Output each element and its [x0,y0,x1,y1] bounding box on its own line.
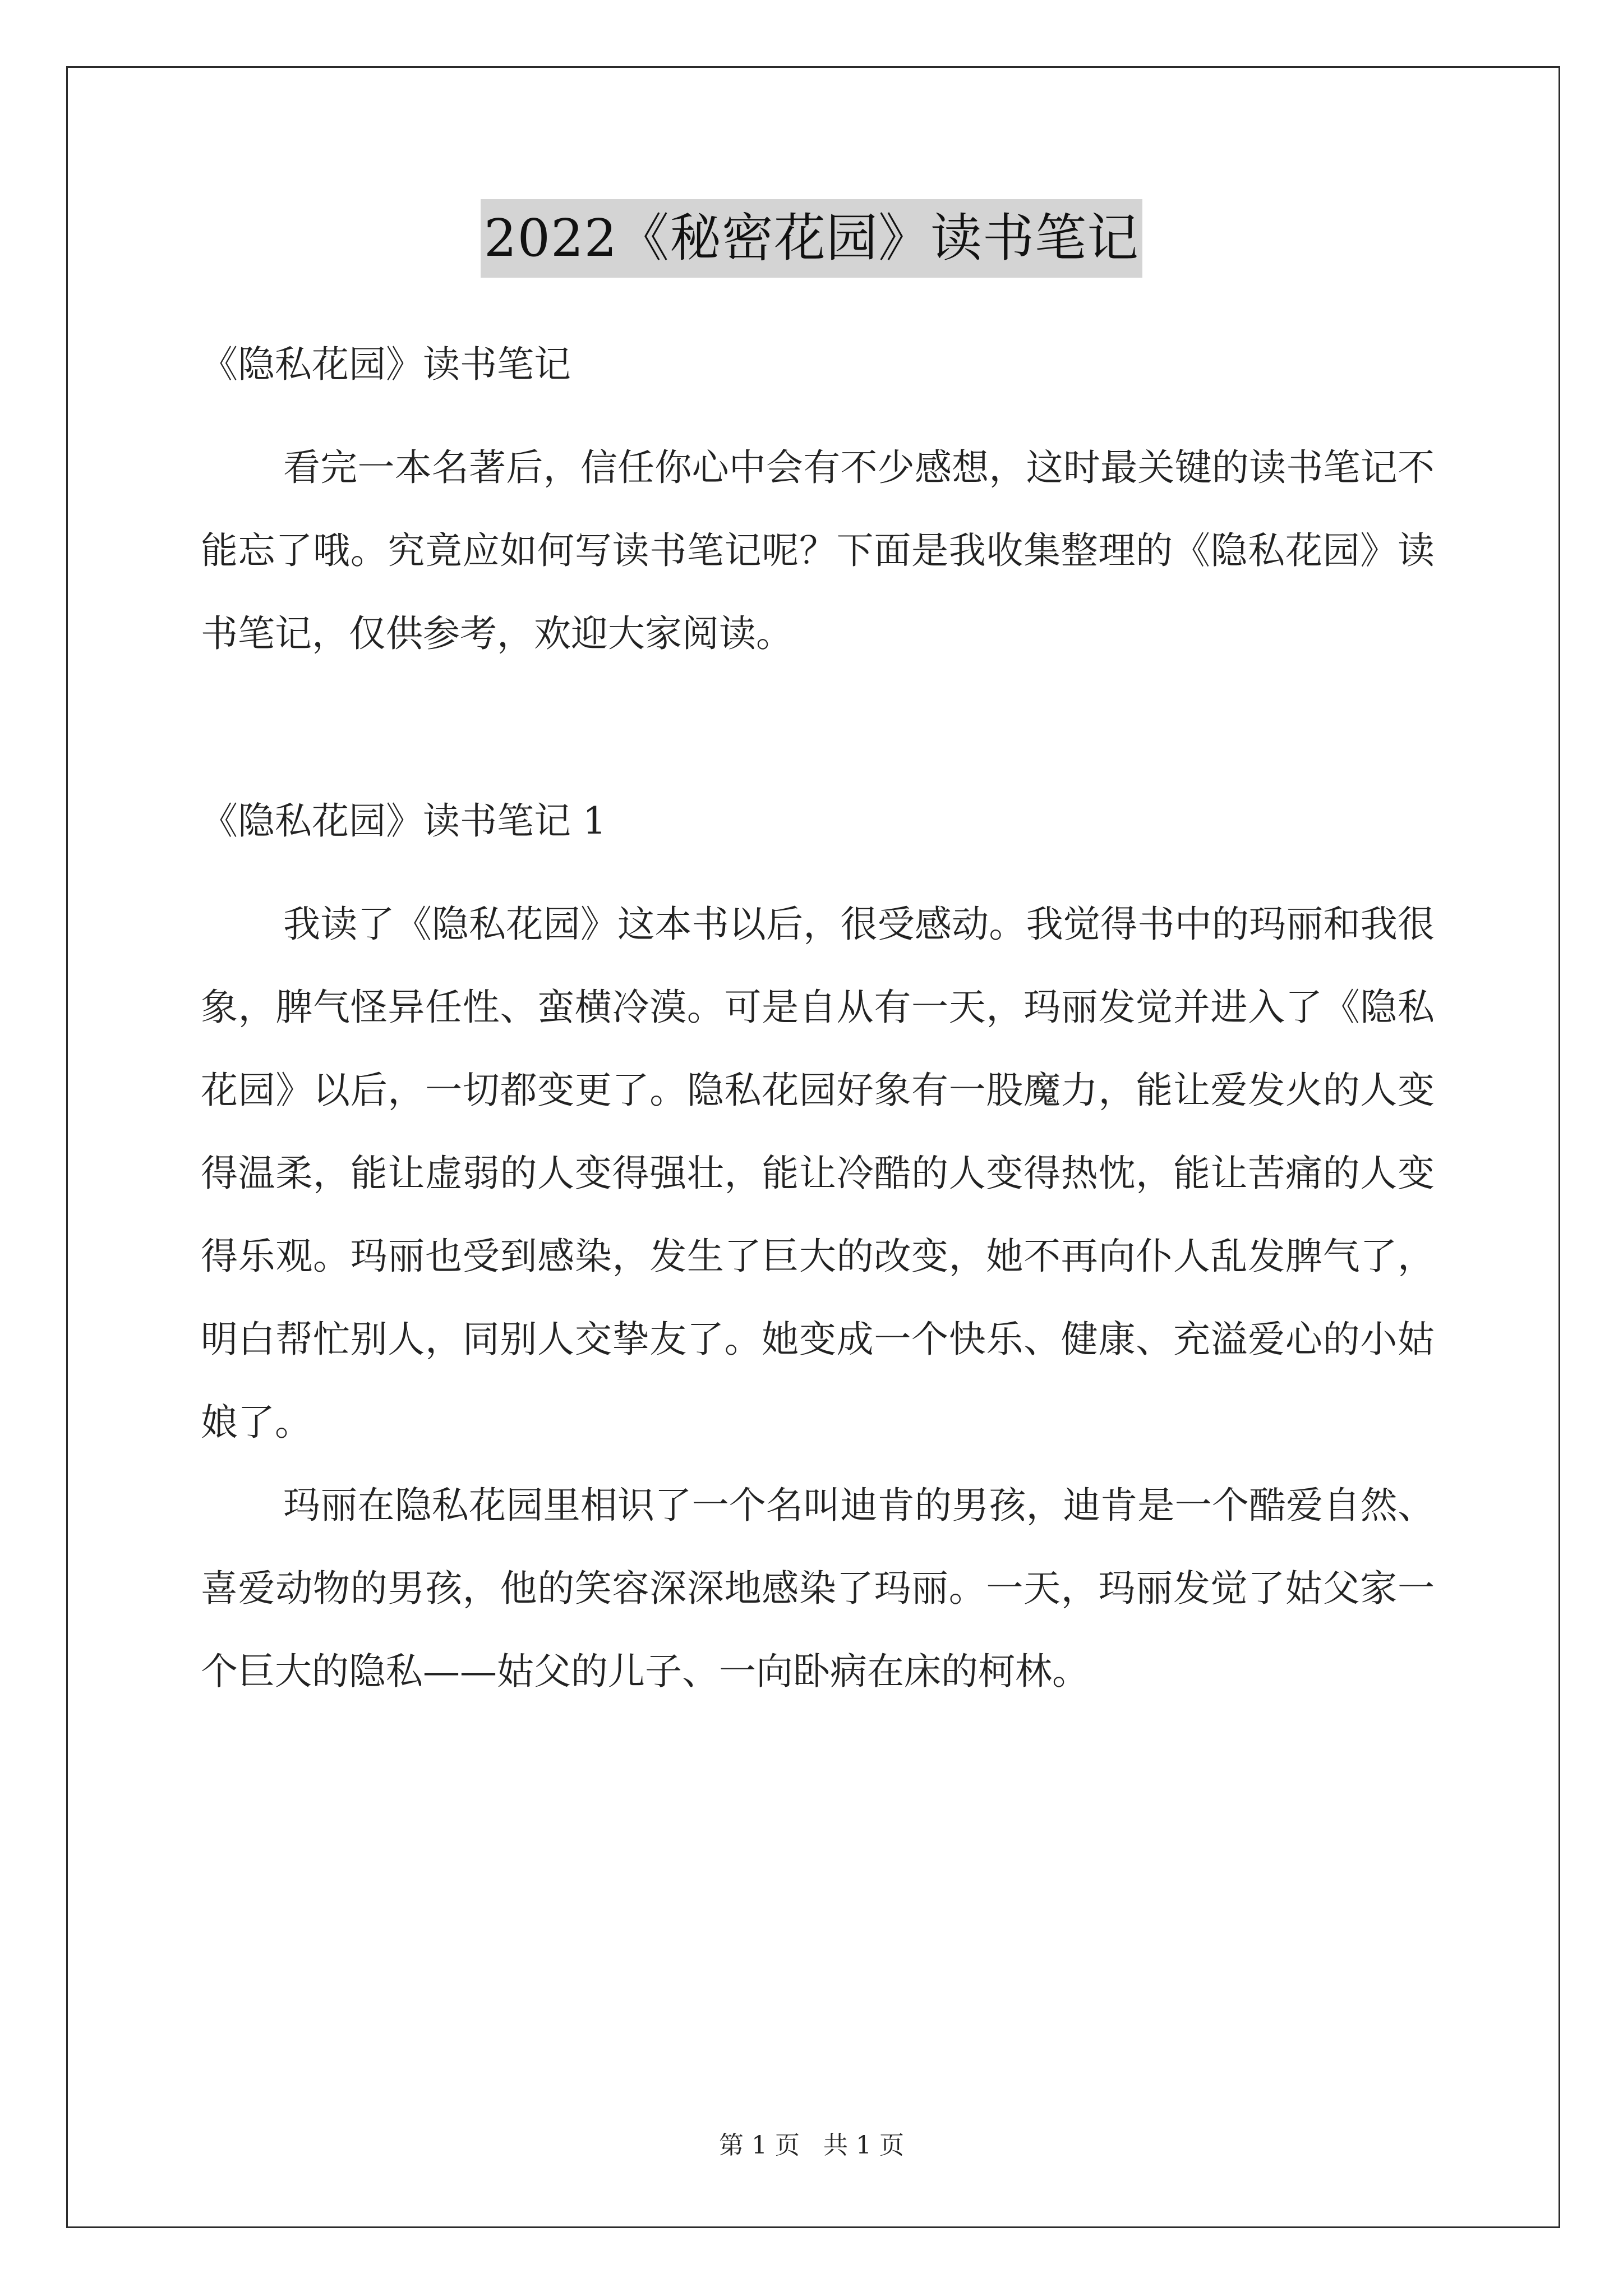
spacer [201,393,1435,426]
document-title: 2022《秘密花园》读书笔记 [481,199,1142,278]
spacer [201,849,1435,883]
note1-paragraph-1: 我读了《隐私花园》这本书以后，很受感动。我觉得书中的玛丽和我很象，脾气怪异任性、蛮横冷漠。可是自从有一天，玛丽发觉并进入了《隐私花园》以后，一切都变更了。隐私花园好象有一股魔力，能让爱发火的人变得温柔，能让虚弱的人变得强壮，能让冷酷的人变得热忱，能让苦痛的人变得乐观。玛丽也受到感染，发生了巨大的改变，她不再向仆人乱发脾气了，明白帮忙别人，同别人交挚友了。她变成一个快乐、健康、充溢爱心的小姑娘了。 [201,903,1435,1444]
title-container [0,199,1623,278]
section-heading: 《隐私花园》读书笔记 [201,343,571,386]
document-body [201,337,1435,1713]
note1-paragraph-2: 玛丽在隐私花园里相识了一个名叫迪肯的男孩，迪肯是一个酷爱自然、喜爱动物的男孩，他的笑容深深地感染了玛丽。一天，玛丽发觉了姑父家一个巨大的隐私——姑父的儿子、一向卧病在床的柯林。 [201,1484,1435,1693]
intro-paragraph: 看完一本名著后，信任你心中会有不少感想，这时最关键的读书笔记不能忘了哦。究竟应如何写读书笔记呢？下面是我收集整理的《隐私花园》读书笔记，仅供参考，欢迎大家阅读。 [201,446,1435,655]
page-footer [0,2129,1623,2162]
spacer [201,675,1435,793]
note1-heading: 《隐私花园》读书笔记 1 [201,799,606,843]
page-number-current: 第 1 页 [719,2131,800,2160]
page-number-total: 共 1 页 [823,2131,904,2160]
